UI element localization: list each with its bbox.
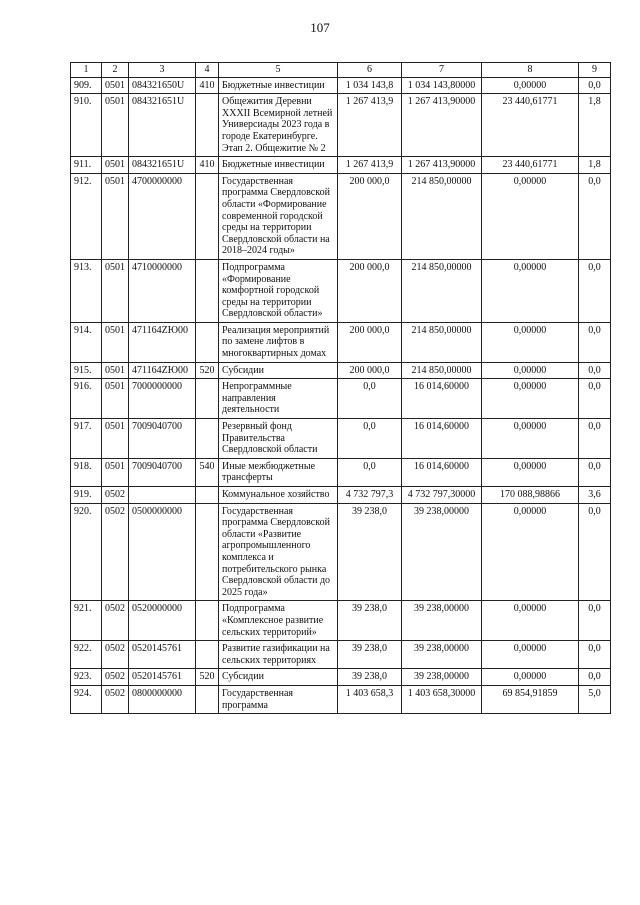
executed-amount-cell: 69 854,91859 xyxy=(482,685,579,713)
table-row xyxy=(71,94,611,157)
target-code-cell: 471164ZЮ00 xyxy=(129,362,196,379)
section-code-cell: 0501 xyxy=(102,379,129,419)
row-number-cell: 915. xyxy=(71,362,102,379)
target-code-cell: 084321650U xyxy=(129,77,196,94)
item-name-cell: Подпрограмма «Комплексное развитие сельских территорий» xyxy=(219,601,338,641)
column-header: 5 xyxy=(219,63,338,78)
expense-type-cell xyxy=(196,601,219,641)
item-name-cell: Резервный фонд Правительства Свердловской области xyxy=(219,419,338,459)
column-header: 4 xyxy=(196,63,219,78)
target-code-cell: 0520000000 xyxy=(129,601,196,641)
row-number-cell: 913. xyxy=(71,259,102,322)
percent-cell: 1,8 xyxy=(579,157,611,174)
executed-amount-cell: 0,00000 xyxy=(482,669,579,686)
adjusted-amount-cell: 39 238,00000 xyxy=(402,503,482,601)
row-number-cell: 912. xyxy=(71,173,102,259)
section-code-cell: 0501 xyxy=(102,173,129,259)
adjusted-amount-cell: 16 014,60000 xyxy=(402,458,482,486)
item-name-cell: Государственная программа Свердловской области «Развитие агропромышленного комплекса и потребительского рынка Свердловской области до 2025 года» xyxy=(219,503,338,601)
section-code-cell: 0501 xyxy=(102,322,129,362)
column-header: 7 xyxy=(402,63,482,78)
expense-type-cell: 410 xyxy=(196,77,219,94)
row-number-cell: 916. xyxy=(71,379,102,419)
expense-type-cell: 520 xyxy=(196,669,219,686)
section-code-cell: 0502 xyxy=(102,669,129,686)
item-name-cell: Субсидии xyxy=(219,669,338,686)
planned-amount-cell: 1 034 143,8 xyxy=(338,77,402,94)
percent-cell: 0,0 xyxy=(579,458,611,486)
item-name-cell: Реализация мероприятий по замене лифтов в многоквартирных домах xyxy=(219,322,338,362)
target-code-cell: 0500000000 xyxy=(129,503,196,601)
table-row xyxy=(71,601,611,641)
expense-type-cell xyxy=(196,322,219,362)
column-header: 9 xyxy=(579,63,611,78)
percent-cell: 0,0 xyxy=(579,601,611,641)
table-row xyxy=(71,77,611,94)
item-name-cell: Коммунальное хозяйство xyxy=(219,487,338,504)
expense-type-cell: 540 xyxy=(196,458,219,486)
item-name-cell: Подпрограмма «Формирование комфортной городской среды на территории Свердловской области» xyxy=(219,259,338,322)
item-name-cell: Государственная программа Свердловской области «Формирование современной городской среды на территории Свердловской области на 2018–2024 годы» xyxy=(219,173,338,259)
table-row xyxy=(71,322,611,362)
section-code-cell: 0501 xyxy=(102,259,129,322)
expense-type-cell xyxy=(196,487,219,504)
expense-type-cell: 410 xyxy=(196,157,219,174)
column-header: 8 xyxy=(482,63,579,78)
expense-type-cell xyxy=(196,685,219,713)
adjusted-amount-cell: 214 850,00000 xyxy=(402,259,482,322)
percent-cell: 3,6 xyxy=(579,487,611,504)
page-number: 107 xyxy=(310,20,330,35)
executed-amount-cell: 0,00000 xyxy=(482,601,579,641)
row-number-cell: 920. xyxy=(71,503,102,601)
row-number-cell: 910. xyxy=(71,94,102,157)
planned-amount-cell: 39 238,0 xyxy=(338,503,402,601)
adjusted-amount-cell: 39 238,00000 xyxy=(402,641,482,669)
table-row xyxy=(71,379,611,419)
percent-cell: 0,0 xyxy=(579,641,611,669)
table-row xyxy=(71,157,611,174)
target-code-cell: 7009040700 xyxy=(129,419,196,459)
row-number-cell: 914. xyxy=(71,322,102,362)
planned-amount-cell: 39 238,0 xyxy=(338,669,402,686)
expense-type-cell xyxy=(196,379,219,419)
section-code-cell: 0501 xyxy=(102,458,129,486)
expense-type-cell xyxy=(196,94,219,157)
item-name-cell: Общежития Деревни XXXII Всемирной летней Универсиады 2023 года в городе Екатеринбурге. Этап 2. Общежитие № 2 xyxy=(219,94,338,157)
executed-amount-cell: 0,00000 xyxy=(482,458,579,486)
column-header: 6 xyxy=(338,63,402,78)
section-code-cell: 0501 xyxy=(102,77,129,94)
table-row xyxy=(71,259,611,322)
executed-amount-cell: 0,00000 xyxy=(482,379,579,419)
target-code-cell xyxy=(129,487,196,504)
expense-type-cell xyxy=(196,419,219,459)
item-name-cell: Непрограммные направления деятельности xyxy=(219,379,338,419)
planned-amount-cell: 39 238,0 xyxy=(338,601,402,641)
executed-amount-cell: 0,00000 xyxy=(482,173,579,259)
planned-amount-cell: 0,0 xyxy=(338,458,402,486)
executed-amount-cell: 170 088,98866 xyxy=(482,487,579,504)
executed-amount-cell: 0,00000 xyxy=(482,362,579,379)
planned-amount-cell: 0,0 xyxy=(338,419,402,459)
target-code-cell: 7009040700 xyxy=(129,458,196,486)
expense-type-cell xyxy=(196,173,219,259)
executed-amount-cell: 0,00000 xyxy=(482,259,579,322)
target-code-cell: 7000000000 xyxy=(129,379,196,419)
executed-amount-cell: 0,00000 xyxy=(482,503,579,601)
target-code-cell: 471164ZЮ00 xyxy=(129,322,196,362)
item-name-cell: Субсидии xyxy=(219,362,338,379)
section-code-cell: 0502 xyxy=(102,601,129,641)
table-row xyxy=(71,685,611,713)
executed-amount-cell: 0,00000 xyxy=(482,419,579,459)
column-header: 3 xyxy=(129,63,196,78)
adjusted-amount-cell: 16 014,60000 xyxy=(402,379,482,419)
adjusted-amount-cell: 214 850,00000 xyxy=(402,322,482,362)
item-name-cell: Развитие газификации на сельских территориях xyxy=(219,641,338,669)
target-code-cell: 0520145761 xyxy=(129,641,196,669)
row-number-cell: 921. xyxy=(71,601,102,641)
table-header-row xyxy=(71,63,611,78)
target-code-cell: 4710000000 xyxy=(129,259,196,322)
planned-amount-cell: 1 267 413,9 xyxy=(338,157,402,174)
row-number-cell: 911. xyxy=(71,157,102,174)
adjusted-amount-cell: 1 267 413,90000 xyxy=(402,94,482,157)
target-code-cell: 084321651U xyxy=(129,94,196,157)
section-code-cell: 0502 xyxy=(102,487,129,504)
adjusted-amount-cell: 1 034 143,80000 xyxy=(402,77,482,94)
expense-type-cell: 520 xyxy=(196,362,219,379)
target-code-cell: 084321651U xyxy=(129,157,196,174)
planned-amount-cell: 200 000,0 xyxy=(338,259,402,322)
planned-amount-cell: 200 000,0 xyxy=(338,322,402,362)
adjusted-amount-cell: 214 850,00000 xyxy=(402,173,482,259)
adjusted-amount-cell: 1 267 413,90000 xyxy=(402,157,482,174)
adjusted-amount-cell: 214 850,00000 xyxy=(402,362,482,379)
column-header: 1 xyxy=(71,63,102,78)
adjusted-amount-cell: 1 403 658,30000 xyxy=(402,685,482,713)
target-code-cell: 0520145761 xyxy=(129,669,196,686)
percent-cell: 0,0 xyxy=(579,669,611,686)
table-row xyxy=(71,362,611,379)
item-name-cell: Бюджетные инвестиции xyxy=(219,157,338,174)
percent-cell: 0,0 xyxy=(579,173,611,259)
table-row xyxy=(71,458,611,486)
planned-amount-cell: 1 267 413,9 xyxy=(338,94,402,157)
executed-amount-cell: 0,00000 xyxy=(482,322,579,362)
section-code-cell: 0502 xyxy=(102,685,129,713)
row-number-cell: 923. xyxy=(71,669,102,686)
percent-cell: 0,0 xyxy=(579,322,611,362)
table-row xyxy=(71,503,611,601)
percent-cell: 0,0 xyxy=(579,259,611,322)
section-code-cell: 0502 xyxy=(102,641,129,669)
section-code-cell: 0502 xyxy=(102,503,129,601)
adjusted-amount-cell: 16 014,60000 xyxy=(402,419,482,459)
planned-amount-cell: 4 732 797,3 xyxy=(338,487,402,504)
section-code-cell: 0501 xyxy=(102,362,129,379)
planned-amount-cell: 0,0 xyxy=(338,379,402,419)
row-number-cell: 924. xyxy=(71,685,102,713)
expense-type-cell xyxy=(196,641,219,669)
row-number-cell: 909. xyxy=(71,77,102,94)
row-number-cell: 919. xyxy=(71,487,102,504)
budget-table xyxy=(70,62,611,714)
executed-amount-cell: 0,00000 xyxy=(482,77,579,94)
table-row xyxy=(71,641,611,669)
adjusted-amount-cell: 4 732 797,30000 xyxy=(402,487,482,504)
adjusted-amount-cell: 39 238,00000 xyxy=(402,669,482,686)
item-name-cell: Государственная программа xyxy=(219,685,338,713)
executed-amount-cell: 23 440,61771 xyxy=(482,157,579,174)
planned-amount-cell: 39 238,0 xyxy=(338,641,402,669)
row-number-cell: 922. xyxy=(71,641,102,669)
planned-amount-cell: 1 403 658,3 xyxy=(338,685,402,713)
row-number-cell: 918. xyxy=(71,458,102,486)
column-header: 2 xyxy=(102,63,129,78)
item-name-cell: Иные межбюджетные трансферты xyxy=(219,458,338,486)
target-code-cell: 4700000000 xyxy=(129,173,196,259)
planned-amount-cell: 200 000,0 xyxy=(338,173,402,259)
expense-type-cell xyxy=(196,259,219,322)
percent-cell: 0,0 xyxy=(579,419,611,459)
adjusted-amount-cell: 39 238,00000 xyxy=(402,601,482,641)
percent-cell: 0,0 xyxy=(579,503,611,601)
section-code-cell: 0501 xyxy=(102,419,129,459)
item-name-cell: Бюджетные инвестиции xyxy=(219,77,338,94)
expense-type-cell xyxy=(196,503,219,601)
section-code-cell: 0501 xyxy=(102,94,129,157)
table-row xyxy=(71,669,611,686)
percent-cell: 0,0 xyxy=(579,379,611,419)
table-row xyxy=(71,173,611,259)
table-row xyxy=(71,419,611,459)
section-code-cell: 0501 xyxy=(102,157,129,174)
table-row xyxy=(71,487,611,504)
executed-amount-cell: 0,00000 xyxy=(482,641,579,669)
percent-cell: 0,0 xyxy=(579,362,611,379)
executed-amount-cell: 23 440,61771 xyxy=(482,94,579,157)
planned-amount-cell: 200 000,0 xyxy=(338,362,402,379)
row-number-cell: 917. xyxy=(71,419,102,459)
percent-cell: 1,8 xyxy=(579,94,611,157)
percent-cell: 5,0 xyxy=(579,685,611,713)
target-code-cell: 0800000000 xyxy=(129,685,196,713)
percent-cell: 0,0 xyxy=(579,77,611,94)
